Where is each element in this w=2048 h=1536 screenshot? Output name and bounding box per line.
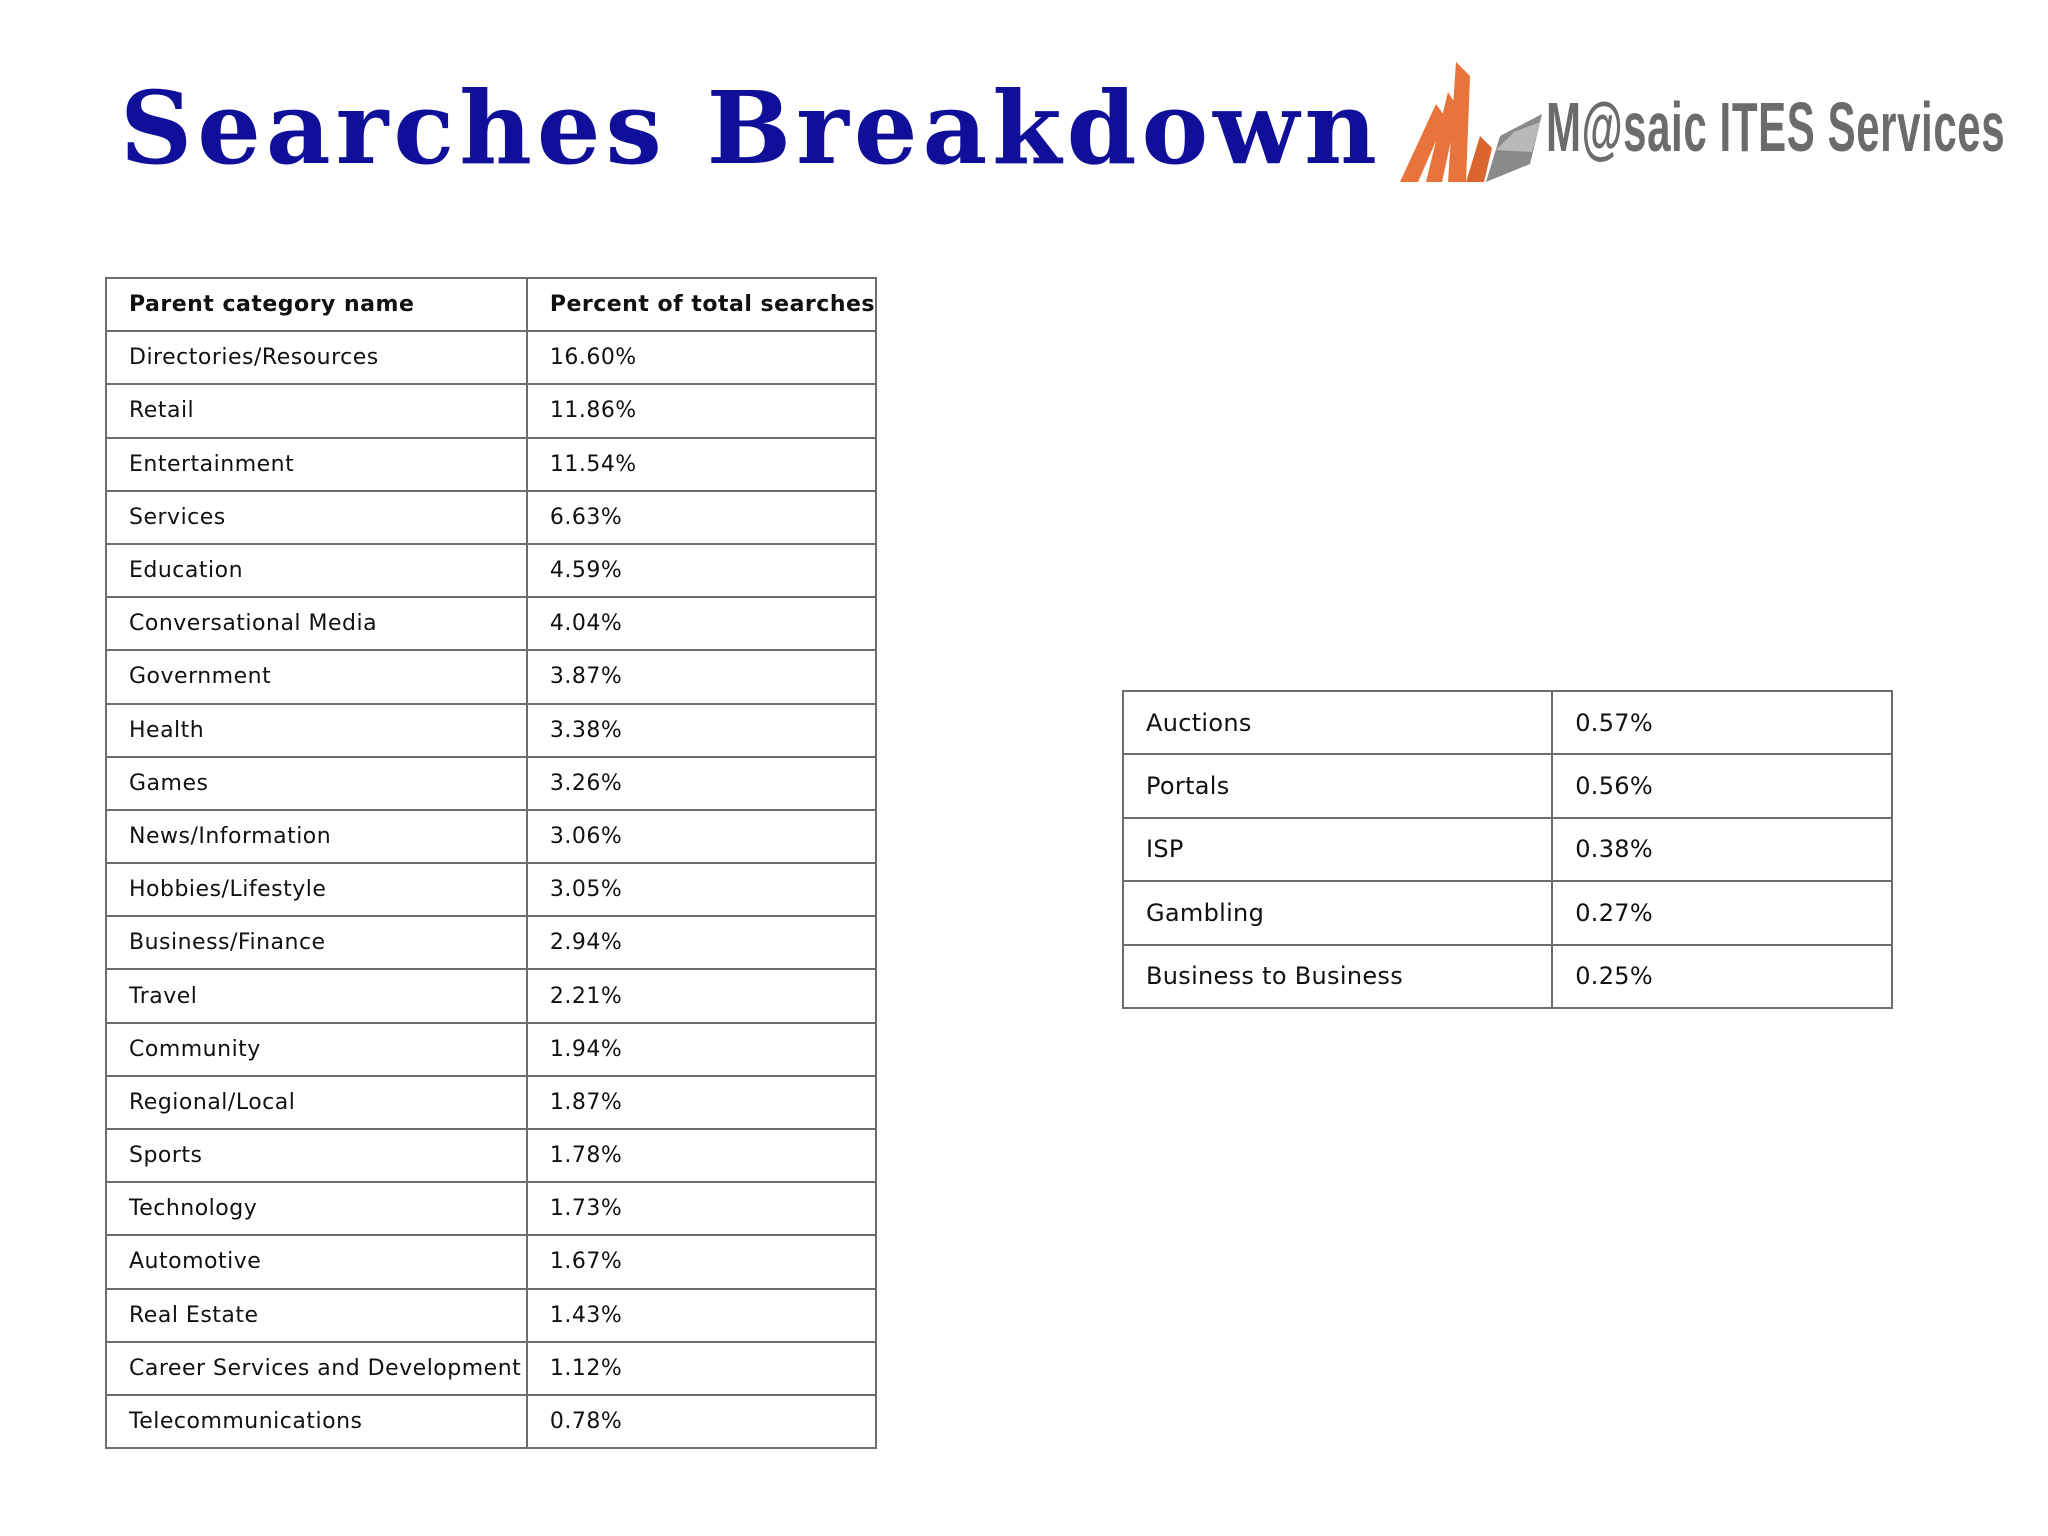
category-name-cell: Services <box>106 491 527 544</box>
percent-cell: 11.54% <box>527 438 876 491</box>
category-name-cell: Technology <box>106 1182 527 1235</box>
category-name-cell: Entertainment <box>106 438 527 491</box>
category-name-cell: News/Information <box>106 810 527 863</box>
percent-cell: 11.86% <box>527 384 876 437</box>
table-row <box>106 757 876 810</box>
percent-cell: 3.05% <box>527 863 876 916</box>
table-row <box>106 1182 876 1235</box>
category-name-cell: Telecommunications <box>106 1395 527 1448</box>
table-row <box>106 1129 876 1182</box>
table-row <box>106 331 876 384</box>
category-name-cell: Games <box>106 757 527 810</box>
table-row <box>106 1235 876 1288</box>
category-name-cell: Real Estate <box>106 1289 527 1342</box>
table-row <box>106 491 876 544</box>
percent-cell: 2.94% <box>527 916 876 969</box>
logo-text: M@saic ITES Services <box>1546 88 2006 166</box>
category-name-cell: Retail <box>106 384 527 437</box>
table-row <box>1123 881 1892 944</box>
table-row <box>106 863 876 916</box>
search-categories-table <box>105 277 877 1449</box>
percent-cell: 3.38% <box>527 704 876 757</box>
percent-cell: 1.43% <box>527 1289 876 1342</box>
table-row <box>106 384 876 437</box>
category-name-cell: Regional/Local <box>106 1076 527 1129</box>
category-name-cell: Business to Business <box>1123 945 1552 1008</box>
category-name-cell: Hobbies/Lifestyle <box>106 863 527 916</box>
column-header: Percent of total searches <box>527 278 876 331</box>
percent-cell: 3.06% <box>527 810 876 863</box>
table-row <box>106 650 876 703</box>
percent-cell: 3.26% <box>527 757 876 810</box>
percent-cell: 0.78% <box>527 1395 876 1448</box>
percent-cell: 6.63% <box>527 491 876 544</box>
percent-cell: 16.60% <box>527 331 876 384</box>
percent-cell: 0.56% <box>1552 754 1892 817</box>
category-name-cell: Automotive <box>106 1235 527 1288</box>
percent-cell: 1.67% <box>527 1235 876 1288</box>
table-row <box>106 1076 876 1129</box>
table-row <box>106 544 876 597</box>
percent-cell: 1.73% <box>527 1182 876 1235</box>
category-name-cell: Health <box>106 704 527 757</box>
percent-cell: 1.12% <box>527 1342 876 1395</box>
table-row <box>1123 691 1892 754</box>
category-name-cell: ISP <box>1123 818 1552 881</box>
percent-cell: 3.87% <box>527 650 876 703</box>
percent-cell: 0.25% <box>1552 945 1892 1008</box>
percent-cell: 1.87% <box>527 1076 876 1129</box>
table-row <box>106 1342 876 1395</box>
table-row <box>1123 945 1892 1008</box>
percent-cell: 1.78% <box>527 1129 876 1182</box>
percent-cell: 2.21% <box>527 969 876 1022</box>
table-row <box>106 1289 876 1342</box>
mosaic-logo-icon <box>1396 56 1546 184</box>
category-name-cell: Community <box>106 1023 527 1076</box>
category-name-cell: Business/Finance <box>106 916 527 969</box>
category-name-cell: Travel <box>106 969 527 1022</box>
category-name-cell: Directories/Resources <box>106 331 527 384</box>
category-name-cell: Education <box>106 544 527 597</box>
percent-cell: 0.38% <box>1552 818 1892 881</box>
category-name-cell: Conversational Media <box>106 597 527 650</box>
table-header-row <box>106 278 876 331</box>
table-row <box>1123 754 1892 817</box>
table-row <box>106 704 876 757</box>
additional-categories-table <box>1122 690 1893 1009</box>
percent-cell: 4.04% <box>527 597 876 650</box>
page-title: Searches Breakdown <box>120 69 1382 187</box>
category-name-cell: Auctions <box>1123 691 1552 754</box>
category-name-cell: Gambling <box>1123 881 1552 944</box>
table-row <box>106 969 876 1022</box>
table-row <box>106 597 876 650</box>
category-name-cell: Government <box>106 650 527 703</box>
column-header: Parent category name <box>106 278 527 331</box>
category-name-cell: Portals <box>1123 754 1552 817</box>
percent-cell: 0.57% <box>1552 691 1892 754</box>
percent-cell: 1.94% <box>527 1023 876 1076</box>
company-logo <box>1396 56 2006 184</box>
table-row <box>106 1395 876 1448</box>
category-name-cell: Sports <box>106 1129 527 1182</box>
category-name-cell: Career Services and Development <box>106 1342 527 1395</box>
table-row <box>106 438 876 491</box>
table-row <box>1123 818 1892 881</box>
table-row <box>106 810 876 863</box>
percent-cell: 4.59% <box>527 544 876 597</box>
percent-cell: 0.27% <box>1552 881 1892 944</box>
table-row <box>106 916 876 969</box>
table-row <box>106 1023 876 1076</box>
